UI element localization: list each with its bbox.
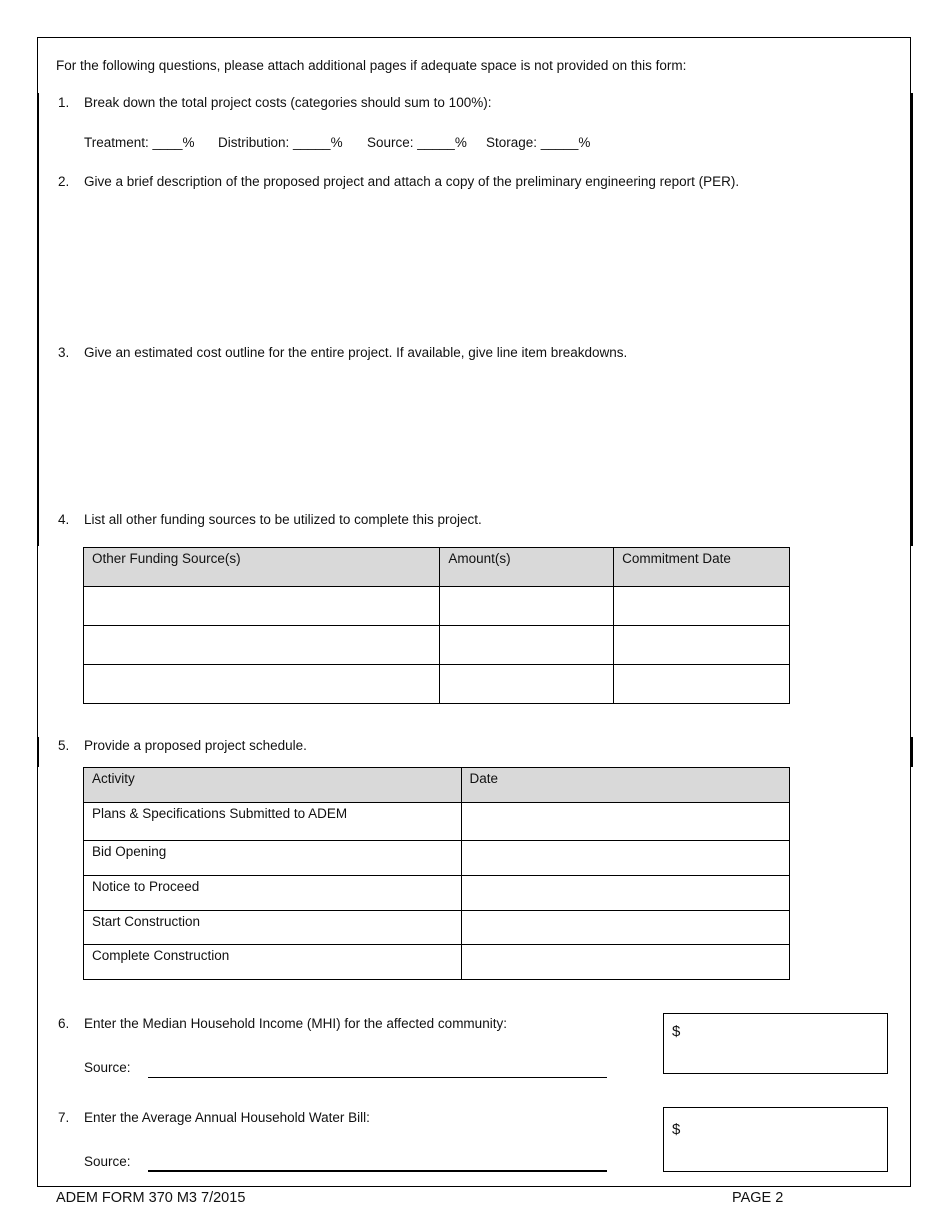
currency-symbol: $ [672,1121,681,1138]
schedule-date-cell[interactable] [461,803,790,841]
table-row [84,626,790,665]
q6-number: 6. [58,1016,70,1031]
right-margin-bar [911,93,913,546]
q6-mhi-input[interactable] [663,1013,888,1074]
q3-text: Give an estimated cost outline for the entire project. If available, give line item breakdowns. [84,345,628,360]
q4-number: 4. [58,512,70,527]
q1-treatment-field[interactable]: Treatment: ____% [84,135,195,150]
funding-source-cell[interactable] [84,587,440,626]
table-row [84,911,790,945]
q4-text: List all other funding sources to be utilized to complete this project. [84,512,482,527]
funding-date-cell[interactable] [614,665,790,704]
q7-source-input[interactable] [148,1170,607,1172]
page-number: PAGE 2 [732,1190,784,1206]
q7-number: 7. [58,1110,70,1125]
table-row [84,876,790,911]
q6-source-input[interactable] [148,1077,607,1078]
right-margin-tick [911,737,913,767]
schedule-activity: Complete Construction [84,945,462,980]
schedule-date-cell[interactable] [461,911,790,945]
q2-text: Give a brief description of the proposed project and attach a copy of the preliminary engineering report (PER). [84,174,740,189]
funding-date-cell[interactable] [614,587,790,626]
table-row [84,841,790,876]
q1-distribution-field[interactable]: Distribution: _____% [218,135,343,150]
schedule-header-date: Date [461,768,790,803]
funding-header-date: Commitment Date [614,548,790,587]
funding-source-cell[interactable] [84,665,440,704]
table-row [84,803,790,841]
schedule-activity: Notice to Proceed [84,876,462,911]
q1-storage-field[interactable]: Storage: _____% [486,135,591,150]
q7-text: Enter the Average Annual Household Water Bill: [84,1110,370,1125]
funding-amount-cell[interactable] [440,665,614,704]
intro-text: For the following questions, please attach additional pages if adequate space is not provided on this form: [56,58,687,73]
q1-text: Break down the total project costs (categories should sum to 100%): [84,95,492,110]
funding-header-amount: Amount(s) [440,548,614,587]
funding-date-cell[interactable] [614,626,790,665]
q7-source-label: Source: [84,1154,131,1169]
schedule-date-cell[interactable] [461,945,790,980]
q2-number: 2. [58,174,70,189]
funding-sources-table [83,547,790,704]
schedule-table [83,767,790,980]
q2-answer-area[interactable] [84,196,884,336]
q1-number: 1. [58,95,70,110]
q7-water-bill-input[interactable] [663,1107,888,1172]
schedule-date-cell[interactable] [461,841,790,876]
q3-number: 3. [58,345,70,360]
left-margin-tick [37,737,39,767]
funding-amount-cell[interactable] [440,626,614,665]
q6-source-label: Source: [84,1060,131,1075]
q5-number: 5. [58,738,70,753]
schedule-activity: Plans & Specifications Submitted to ADEM [84,803,462,841]
table-row [84,587,790,626]
form-id: ADEM FORM 370 M3 7/2015 [56,1190,246,1206]
schedule-activity: Bid Opening [84,841,462,876]
q1-source-field[interactable]: Source: _____% [367,135,467,150]
table-row [84,665,790,704]
q5-text: Provide a proposed project schedule. [84,738,307,753]
funding-source-cell[interactable] [84,626,440,665]
q3-answer-area[interactable] [84,368,884,503]
currency-symbol: $ [672,1023,681,1040]
funding-amount-cell[interactable] [440,587,614,626]
schedule-header-activity: Activity [84,768,462,803]
q6-text: Enter the Median Household Income (MHI) for the affected community: [84,1016,507,1031]
schedule-date-cell[interactable] [461,876,790,911]
table-row [84,945,790,980]
funding-header-source: Other Funding Source(s) [84,548,440,587]
left-margin-bar [37,93,39,546]
schedule-activity: Start Construction [84,911,462,945]
